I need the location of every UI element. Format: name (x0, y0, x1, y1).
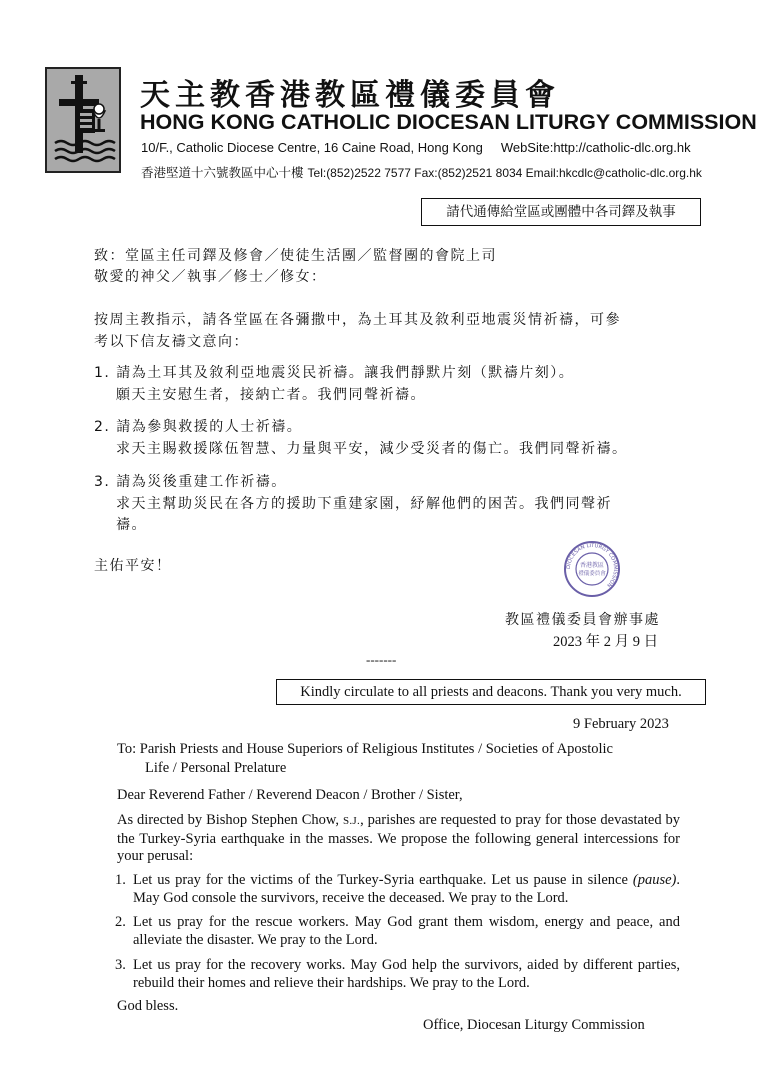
en-greeting: Dear Reverend Father / Reverend Deacon / Brother / Sister, (117, 787, 463, 803)
circulate-notice-zh: 請代通傳給堂區或團體中各司鐸及執事 (421, 198, 701, 226)
en-intention-text: . May God console the survivors, receive the deceased. We pray to the Lord. (133, 872, 680, 906)
contact-info: Tel:(852)2522 7577 Fax:(852)2521 8034 Email:hkcdlc@catholic-dlc.org.hk (307, 166, 702, 180)
zh-intention-3-cont: 禱。 (116, 517, 147, 533)
list-number: 3. (115, 957, 126, 973)
seal-center-text: 香港教區 (579, 562, 605, 569)
en-intention-text: Let us pray for the victims of the Turkey-Syria earthquake. Let us pause in silence (133, 872, 628, 888)
list-number: 2. (115, 914, 126, 930)
zh-date: 2023 年 2 月 9 日 (553, 634, 659, 650)
en-signoff: Office, Diocesan Liturgy Commission (423, 1017, 645, 1033)
en-addressee: To: Parish Priests and House Superiors of Religious Institutes / Societies of Apostolic (117, 741, 613, 757)
en-intention-text: Let us pray for the rescue workers. May God grant them wisdom, energy and peace, and alleviate the disaster. We pray to the Lord. (133, 914, 680, 948)
zh-greeting: 敬愛的神父／執事／修士／修女： (94, 269, 327, 285)
zh-blessing: 主佑平安！ (94, 558, 172, 574)
list-number: 1. (115, 872, 126, 888)
en-intro (117, 812, 680, 866)
zh-intention-2: 2. 請為參與救援的人士祈禱。 (94, 419, 303, 435)
zh-intention-3: 3. 請為災後重建工作祈禱。 (94, 474, 287, 490)
zh-intention-2-cont: 求天主賜救援隊伍智慧、力量與平安，減少受災者的傷亡。我們同聲祈禱。 (116, 441, 628, 457)
address-line-zh (141, 163, 702, 181)
en-intention-2 (115, 913, 680, 949)
en-intro-sj: S.J. (342, 815, 361, 827)
zh-signoff: 教區禮儀委員會辦事處 (505, 612, 660, 628)
circulate-notice-en: Kindly circulate to all priests and deacons. Thank you very much. (276, 679, 706, 705)
en-date: 9 February 2023 (573, 716, 669, 732)
website-link[interactable]: WebSite:http://catholic-dlc.org.hk (500, 140, 691, 155)
en-intention-italic: (pause) (632, 872, 677, 888)
commission-seal (563, 540, 621, 598)
zh-intro-line: 考以下信友禱文意向： (94, 334, 249, 350)
zh-intention-1: 1. 請為土耳其及敘利亞地震災民祈禱。讓我們靜默片刻（默禱片刻）。 (94, 365, 575, 381)
address-line-en (141, 140, 691, 155)
seal-ring-text: DIOCESAN LITURGY COMMISSION (565, 542, 619, 589)
org-name-zh: 天主教香港教區禮儀委員會 (140, 78, 560, 113)
address-en: 10/F., Catholic Diocese Centre, 16 Caine Road, Hong Kong (141, 140, 483, 155)
org-name-en: HONG KONG CATHOLIC DIOCESAN LITURGY COMMISSION (140, 110, 757, 134)
en-intro-text: , parishes are requested to pray for those devastated by the Turkey-Syria earthquake in the masses. We propose the following general intercessions for your perusal: (117, 812, 680, 864)
zh-intention-3-cont: 求天主幫助災民在各方的援助下重建家園，紓解他們的困苦。我們同聲祈 (116, 496, 612, 512)
section-separator: ------- (366, 652, 397, 667)
en-intention-1 (115, 871, 680, 907)
seal-center-text: 禮儀委員會 (578, 571, 606, 577)
zh-intention-1-cont: 願天主安慰生者，接納亡者。我們同聲祈禱。 (116, 387, 426, 403)
en-addressee-cont: Life / Personal Prelature (145, 760, 287, 776)
seal-stamp-icon (563, 540, 621, 598)
en-intro-text: As directed by Bishop Stephen Chow, (117, 812, 340, 828)
en-blessing: God bless. (117, 998, 179, 1014)
address-zh: 香港堅道十六號教區中心十樓 (141, 165, 304, 180)
en-intention-3 (115, 956, 680, 992)
cross-chalice-emblem-icon (47, 69, 119, 171)
commission-logo (45, 67, 121, 173)
en-intention-text: Let us pray for the recovery works. May God help the survivors, aided by different parties, rebuild their homes and relieve their hardships. We pray to the Lord. (133, 957, 680, 991)
zh-intro-line: 按周主教指示，請各堂區在各彌撒中，為土耳其及敘利亞地震災情祈禱，可參 (94, 312, 621, 328)
zh-addressee: 致：堂區主任司鐸及修會／使徒生活團／監督團的會院上司 (94, 248, 497, 264)
